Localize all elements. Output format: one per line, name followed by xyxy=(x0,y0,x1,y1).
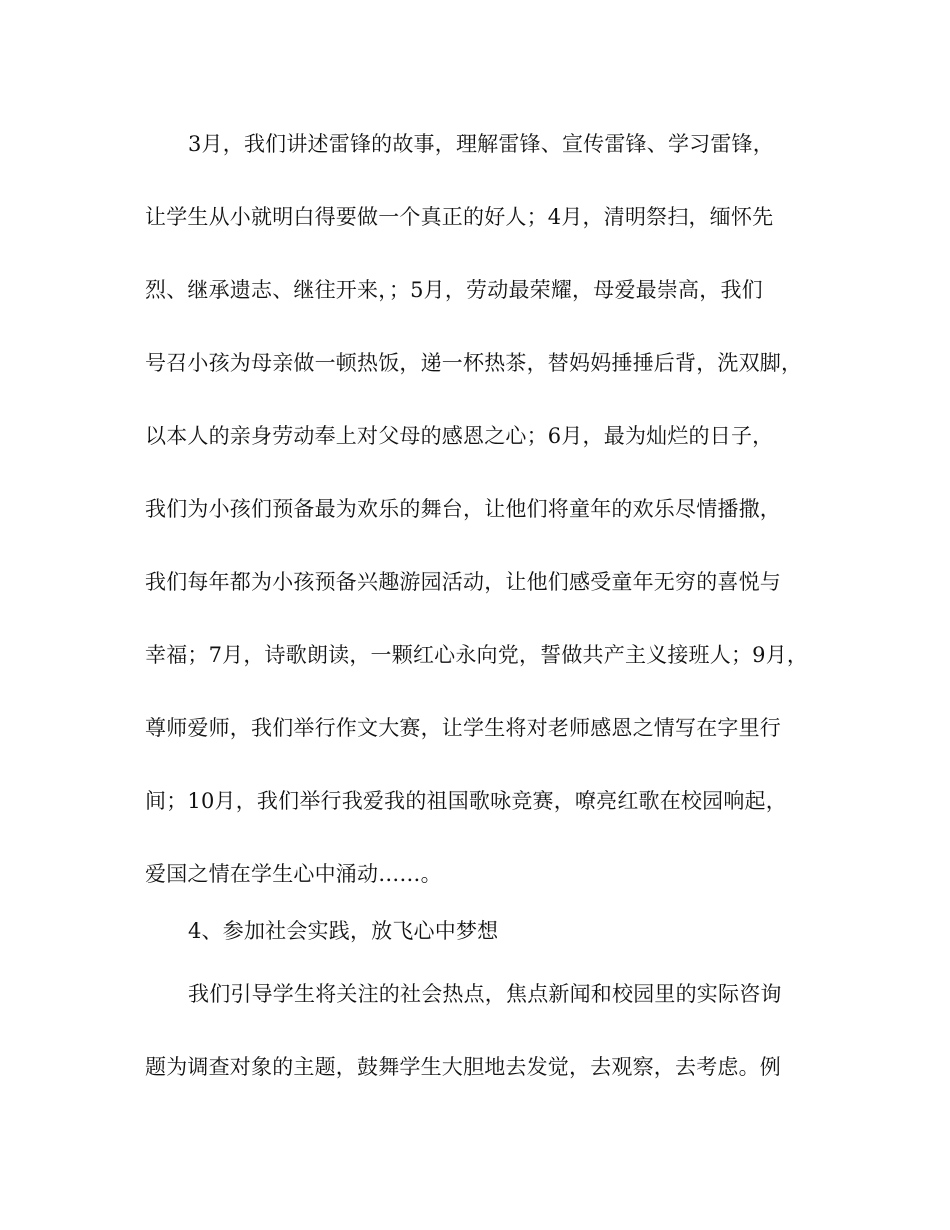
paragraph-line: 题为调查对象的主题，鼓舞学生大胆地去发觉，去观察，去考虑。例 xyxy=(145,1055,781,1079)
paragraph-line: 让学生从小就明白得要做一个真正的好人；4月，清明祭扫，缅怀先 xyxy=(145,205,774,229)
paragraph-line: 我们引导学生将关注的社会热点，焦点新闻和校园里的实际咨询 xyxy=(188,982,782,1006)
paragraph-line: 爱国之情在学生心中涌动……。 xyxy=(145,862,442,886)
paragraph-line: 3月，我们讲述雷锋的故事，理解雷锋、宣传雷锋、学习雷锋， xyxy=(188,132,774,156)
paragraph-line: 我们为小孩们预备最为欢乐的舞台，让他们将童年的欢乐尽情播撒， xyxy=(145,497,781,521)
section-heading: 4、参加社会实践，放飞心中梦想 xyxy=(188,919,499,943)
paragraph-line: 烈、继承遗志、继往开来，；5月，劳动最荣耀，母爱最崇高，我们 xyxy=(145,278,763,302)
paragraph-line: 幸福；7月，诗歌朗读，一颗红心永向党，誓做共产主义接班人；9月， xyxy=(145,643,809,667)
paragraph-line: 号召小孩为母亲做一顿热饭，递一杯热茶，替妈妈捶捶后背，洗双脚， xyxy=(145,351,803,375)
paragraph-line: 我们每年都为小孩预备兴趣游园活动，让他们感受童年无穷的喜悦与 xyxy=(145,570,781,594)
paragraph-line: 以本人的亲身劳动奉上对父母的感恩之心；6月，最为灿烂的日子， xyxy=(145,424,774,448)
paragraph-line: 间；10月，我们举行我爱我的祖国歌咏竞赛，嘹亮红歌在校园响起， xyxy=(145,789,787,813)
paragraph-line: 尊师爱师，我们举行作文大赛，让学生将对老师感恩之情写在字里行 xyxy=(145,716,781,740)
